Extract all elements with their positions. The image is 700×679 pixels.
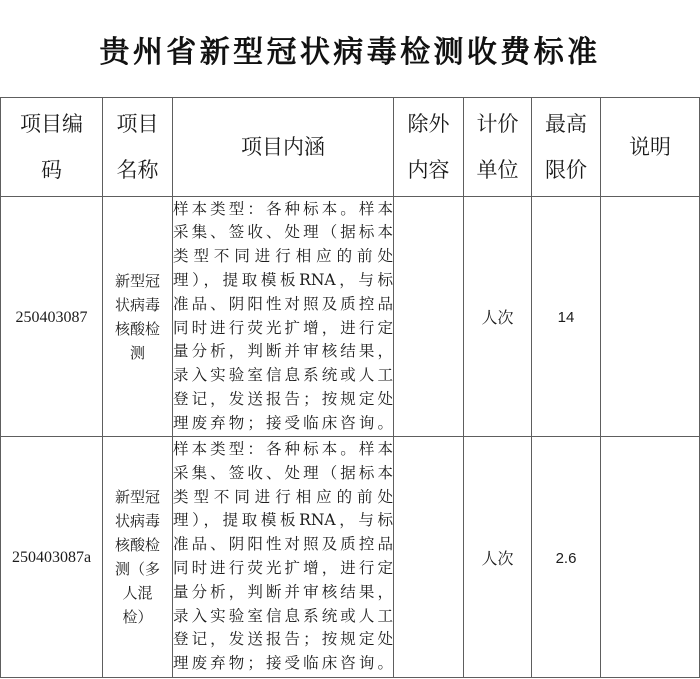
pricing-unit: 人次 — [481, 548, 514, 568]
header-line: 项目内涵 — [241, 135, 325, 159]
header-line: 内容 — [407, 158, 450, 182]
content-line: 量分析，判断并审核结果， — [173, 582, 393, 601]
content-line: 类型不同进行相应的前处 — [173, 487, 393, 506]
cell-note — [601, 437, 700, 678]
content-line: 理废弃物；接受临床咨询。 — [173, 654, 393, 673]
content-line: 登记，发送报告；按规定处 — [173, 630, 393, 649]
pricing-unit: 人次 — [481, 308, 514, 327]
name-line: 测（多 — [114, 560, 160, 578]
cell-content — [173, 437, 394, 678]
content-line: 理），提取模板RNA，与标 — [173, 511, 393, 530]
content-line: 样本类型：各种标本。样本 — [173, 440, 393, 459]
header-line: 名称 — [116, 158, 159, 182]
cell-exclusions — [394, 197, 464, 437]
cell-unit — [464, 437, 532, 678]
header-cell-exclusions — [394, 98, 464, 197]
name-line: 状病毒 — [114, 512, 160, 530]
header-cell-unit — [464, 98, 532, 197]
name-line: 核酸检 — [114, 536, 160, 554]
cell-code — [1, 197, 103, 437]
content-line: 理），提取模板RNA，与标 — [173, 270, 393, 289]
header-cell-name — [103, 98, 173, 197]
header-line: 项目 — [116, 112, 159, 136]
name-line: 新型冠 — [114, 488, 160, 506]
name-line: 状病毒 — [114, 295, 160, 314]
cell-content — [173, 197, 394, 437]
header-line: 最高 — [545, 112, 587, 136]
name-line: 核酸检 — [114, 319, 160, 338]
content-line: 同时进行荧光扩增，进行定 — [173, 318, 393, 337]
content-line: 采集、签收、处理（据标本 — [173, 223, 393, 242]
header-cell-note — [601, 98, 700, 197]
table-row — [1, 437, 700, 678]
cell-max-price — [532, 437, 601, 678]
cell-name — [103, 197, 173, 437]
header-cell-code — [1, 98, 103, 197]
content-line: 量分析，判断并审核结果， — [173, 342, 393, 361]
cell-name — [103, 437, 173, 678]
fee-table — [0, 97, 700, 678]
cell-max-price — [532, 197, 601, 437]
name-line: 人混 — [122, 584, 153, 602]
content-line: 准品、阴阳性对照及质控品 — [173, 535, 393, 554]
cell-exclusions — [394, 437, 464, 678]
item-code: 250403087a — [11, 549, 92, 566]
content-line: 类型不同进行相应的前处 — [173, 247, 393, 266]
page-title: 贵州省新型冠状病毒检测收费标准 — [99, 34, 601, 70]
max-price: 2.6 — [555, 549, 577, 567]
header-line: 项目编 — [20, 112, 83, 136]
cell-note — [601, 197, 700, 437]
header-cell-content — [173, 98, 394, 197]
content-line: 录入实验室信息系统或人工 — [173, 606, 393, 625]
cell-unit — [464, 197, 532, 437]
header-line: 单位 — [476, 158, 519, 182]
content-line: 录入实验室信息系统或人工 — [173, 366, 393, 385]
header-line: 码 — [41, 158, 62, 182]
table-row — [1, 197, 700, 437]
max-price: 14 — [557, 309, 575, 326]
content-line: 样本类型：各种标本。样本 — [173, 199, 393, 218]
page-title-bar — [0, 0, 700, 97]
item-code: 250403087 — [15, 308, 88, 326]
content-line: 登记，发送报告；按规定处 — [173, 389, 393, 408]
content-line: 同时进行荧光扩增，进行定 — [173, 559, 393, 577]
header-line: 说明 — [629, 135, 671, 159]
name-line: 测 — [129, 343, 145, 362]
content-line: 采集、签收、处理（据标本 — [173, 463, 393, 482]
header-line: 限价 — [545, 158, 587, 182]
header-cell-max-price — [532, 98, 601, 197]
table-header-row — [1, 98, 700, 197]
cell-code — [1, 437, 103, 678]
content-line: 准品、阴阳性对照及质控品 — [173, 294, 393, 313]
content-line: 理废弃物；接受临床咨询。 — [173, 413, 393, 432]
header-line: 除外 — [407, 112, 450, 136]
name-line: 新型冠 — [114, 271, 160, 290]
header-line: 计价 — [476, 112, 519, 136]
name-line: 检） — [122, 608, 153, 626]
